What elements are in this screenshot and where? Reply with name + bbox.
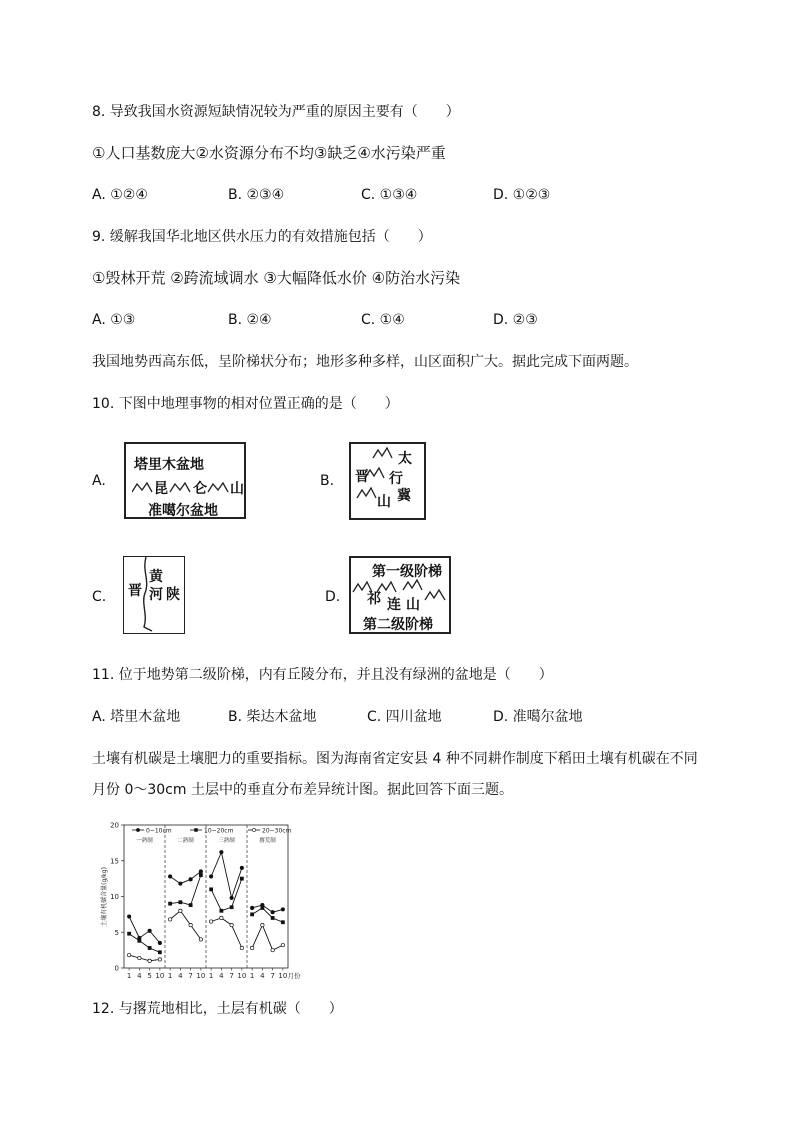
series-line (211, 879, 242, 911)
data-point (179, 909, 182, 912)
data-point (230, 906, 233, 909)
map-b-ji: 冀 (397, 488, 411, 504)
map-d-step1: 第一级阶梯 (372, 564, 442, 580)
q8-stem: 8. 导致我国水资源短缺情况较为严重的原因主要有（ ） (92, 104, 460, 120)
data-point (138, 939, 141, 942)
q10-stem: 10. 下图中地理事物的相对位置正确的是（ ） (92, 396, 399, 412)
q9-option-c: C. ①④ (361, 312, 405, 328)
group-label: 二熟制 (177, 838, 194, 844)
q9-stem: 9. 缓解我国华北地区供水压力的有效措施包括（ ） (92, 229, 432, 245)
map-b-tai: 太 (398, 451, 412, 467)
data-point (281, 908, 284, 911)
map-b-shan: 山 (377, 494, 391, 510)
data-point (148, 946, 151, 949)
data-point (179, 901, 182, 904)
y-tick-label: 10 (110, 893, 119, 901)
x-tick-label: 7 (270, 972, 275, 980)
data-point (281, 943, 284, 946)
q9-items: ①毁林开荒 ②跨流域调水 ③大幅降低水价 ④防治水污染 (92, 269, 461, 287)
legend-marker (136, 828, 139, 831)
map-a-mountains (132, 478, 242, 494)
chart-y-axis-label: 土壤有机碳含量(g/kg) (101, 867, 108, 927)
y-tick-label: 0 (114, 964, 119, 973)
map-d-mountains (351, 576, 451, 606)
x-tick-label: 5 (147, 972, 152, 980)
data-point (240, 877, 243, 880)
y-tick-label: 5 (114, 928, 119, 937)
x-tick-label: 10 (155, 972, 165, 980)
map-d-step2: 第二级阶梯 (363, 617, 433, 633)
series-line (170, 872, 201, 884)
intro-soil-line2: 月份 0～30cm 土层中的垂直分布差异统计图。据此回答下面三题。 (92, 782, 513, 798)
q9-option-a: A. ①③ (92, 312, 136, 328)
series-line (252, 908, 283, 922)
x-tick-label: 10 (237, 972, 247, 980)
data-point (281, 921, 284, 924)
data-point (158, 951, 161, 954)
series-line (129, 917, 160, 944)
data-point (199, 938, 202, 941)
y-tick-label: 15 (110, 857, 119, 866)
data-point (148, 929, 151, 932)
q10-map-c (123, 556, 185, 634)
q10-map-d (349, 556, 451, 634)
data-point (189, 878, 192, 881)
data-point (209, 920, 212, 923)
data-point (240, 866, 243, 869)
map-b-hang: 行 (389, 471, 403, 487)
q9-option-b: B. ②④ (228, 312, 272, 328)
data-point (199, 873, 202, 876)
data-point (169, 902, 172, 905)
q10-label-d: D. (325, 589, 341, 605)
q11-option-d: D. 准噶尔盆地 (493, 709, 583, 725)
map-c-huang: 黄 (149, 569, 163, 585)
data-point (168, 875, 171, 878)
data-point (189, 903, 192, 906)
map-a-lun: 仑 (193, 481, 207, 497)
x-tick-label: 4 (219, 972, 224, 980)
map-b-jin: 晋 (355, 469, 369, 485)
data-point (209, 875, 212, 878)
y-tick-label: 20 (110, 821, 119, 830)
data-point (240, 946, 243, 949)
data-point (220, 916, 223, 919)
data-point (271, 948, 274, 951)
q8-option-d: D. ①②③ (493, 187, 551, 203)
chart-x-axis-label: 月份 (287, 972, 301, 980)
data-point (179, 882, 182, 885)
q8-option-b: B. ②③④ (228, 187, 285, 203)
data-point (127, 953, 130, 956)
legend-label: 10~20cm (204, 827, 234, 835)
data-point (199, 870, 202, 873)
q11-option-b: B. 柴达木盆地 (228, 709, 317, 725)
intro-terrain: 我国地势西高东低，呈阶梯状分布；地形多种多样，山区面积广大。据此完成下面两题。 (92, 354, 638, 370)
legend-marker (252, 828, 255, 831)
series-line (170, 911, 201, 940)
map-a-kun: 昆 (154, 481, 168, 497)
q12-stem: 12. 与撂荒地相比，土层有机碳（ ） (92, 1001, 343, 1017)
data-point (271, 911, 274, 914)
x-tick-label: 4 (137, 972, 142, 980)
map-c-shaan: 陕 (166, 587, 180, 603)
data-point (127, 915, 130, 918)
x-tick-label: 1 (208, 972, 214, 980)
data-point (158, 958, 161, 961)
map-c-he: 河 (149, 587, 163, 603)
soil-carbon-chart (98, 815, 308, 980)
series-line (252, 925, 283, 950)
x-tick-label: 7 (188, 972, 193, 980)
q11-stem: 11. 位于地势第二级阶梯，内有丘陵分布，并且没有绿洲的盆地是（ ） (92, 667, 553, 683)
map-d-shan: 山 (406, 597, 420, 613)
x-tick-label: 7 (229, 972, 234, 980)
q11-option-c: C. 四川盆地 (367, 709, 442, 725)
series-line (129, 934, 160, 953)
x-tick-label: 1 (249, 972, 255, 980)
series-line (129, 955, 160, 961)
map-a-tarim: 塔里木盆地 (134, 457, 204, 473)
data-point (138, 956, 141, 959)
map-d-qi: 祁 (367, 591, 381, 607)
legend-label: 0~10cm (146, 827, 172, 835)
x-tick-label: 10 (196, 972, 206, 980)
data-point (189, 923, 192, 926)
x-tick-label: 4 (260, 972, 265, 980)
q10-map-a (124, 442, 246, 519)
q8-option-a: A. ①②④ (92, 187, 148, 203)
x-tick-label: 1 (167, 972, 173, 980)
q10-map-b (349, 442, 426, 520)
map-a-junggar: 准噶尔盆地 (148, 503, 218, 519)
q10-label-a: A. (92, 473, 106, 489)
intro-soil-line1: 土壤有机碳是土壤肥力的重要指标。图为海南省定安县 4 种不同耕作制度下稻田土壤有机碳在不同 (92, 751, 698, 767)
data-point (210, 888, 213, 891)
data-point (220, 850, 223, 853)
data-point (158, 941, 161, 944)
x-tick-label: 1 (126, 972, 132, 980)
data-point (168, 918, 171, 921)
group-label: 撂荒制 (259, 838, 276, 844)
q11-option-a: A. 塔里木盆地 (92, 709, 181, 725)
map-c-jin: 晋 (128, 583, 142, 599)
q10-label-b: B. (320, 473, 335, 489)
data-point (261, 923, 264, 926)
x-tick-label: 4 (178, 972, 183, 980)
data-point (271, 916, 274, 919)
data-point (128, 932, 131, 935)
data-point (230, 896, 233, 899)
group-label: 三熟制 (218, 838, 235, 844)
map-a-shan: 山 (230, 481, 244, 497)
data-point (250, 946, 253, 949)
x-tick-label: 10 (278, 972, 288, 980)
legend-marker (195, 829, 198, 832)
data-point (261, 906, 264, 909)
group-label: 一熟制 (136, 838, 153, 844)
data-point (250, 906, 253, 909)
data-point (230, 923, 233, 926)
legend-label: 20~30cm (262, 827, 292, 835)
data-point (251, 913, 254, 916)
series-line (211, 918, 242, 948)
q8-option-c: C. ①③④ (361, 187, 418, 203)
data-point (220, 909, 223, 912)
q8-items: ①人口基数庞大②水资源分布不均③缺乏④水污染严重 (92, 144, 446, 162)
q10-label-c: C. (92, 589, 107, 605)
map-d-lian: 连 (387, 597, 401, 613)
q9-option-d: D. ②③ (493, 312, 538, 328)
data-point (148, 959, 151, 962)
